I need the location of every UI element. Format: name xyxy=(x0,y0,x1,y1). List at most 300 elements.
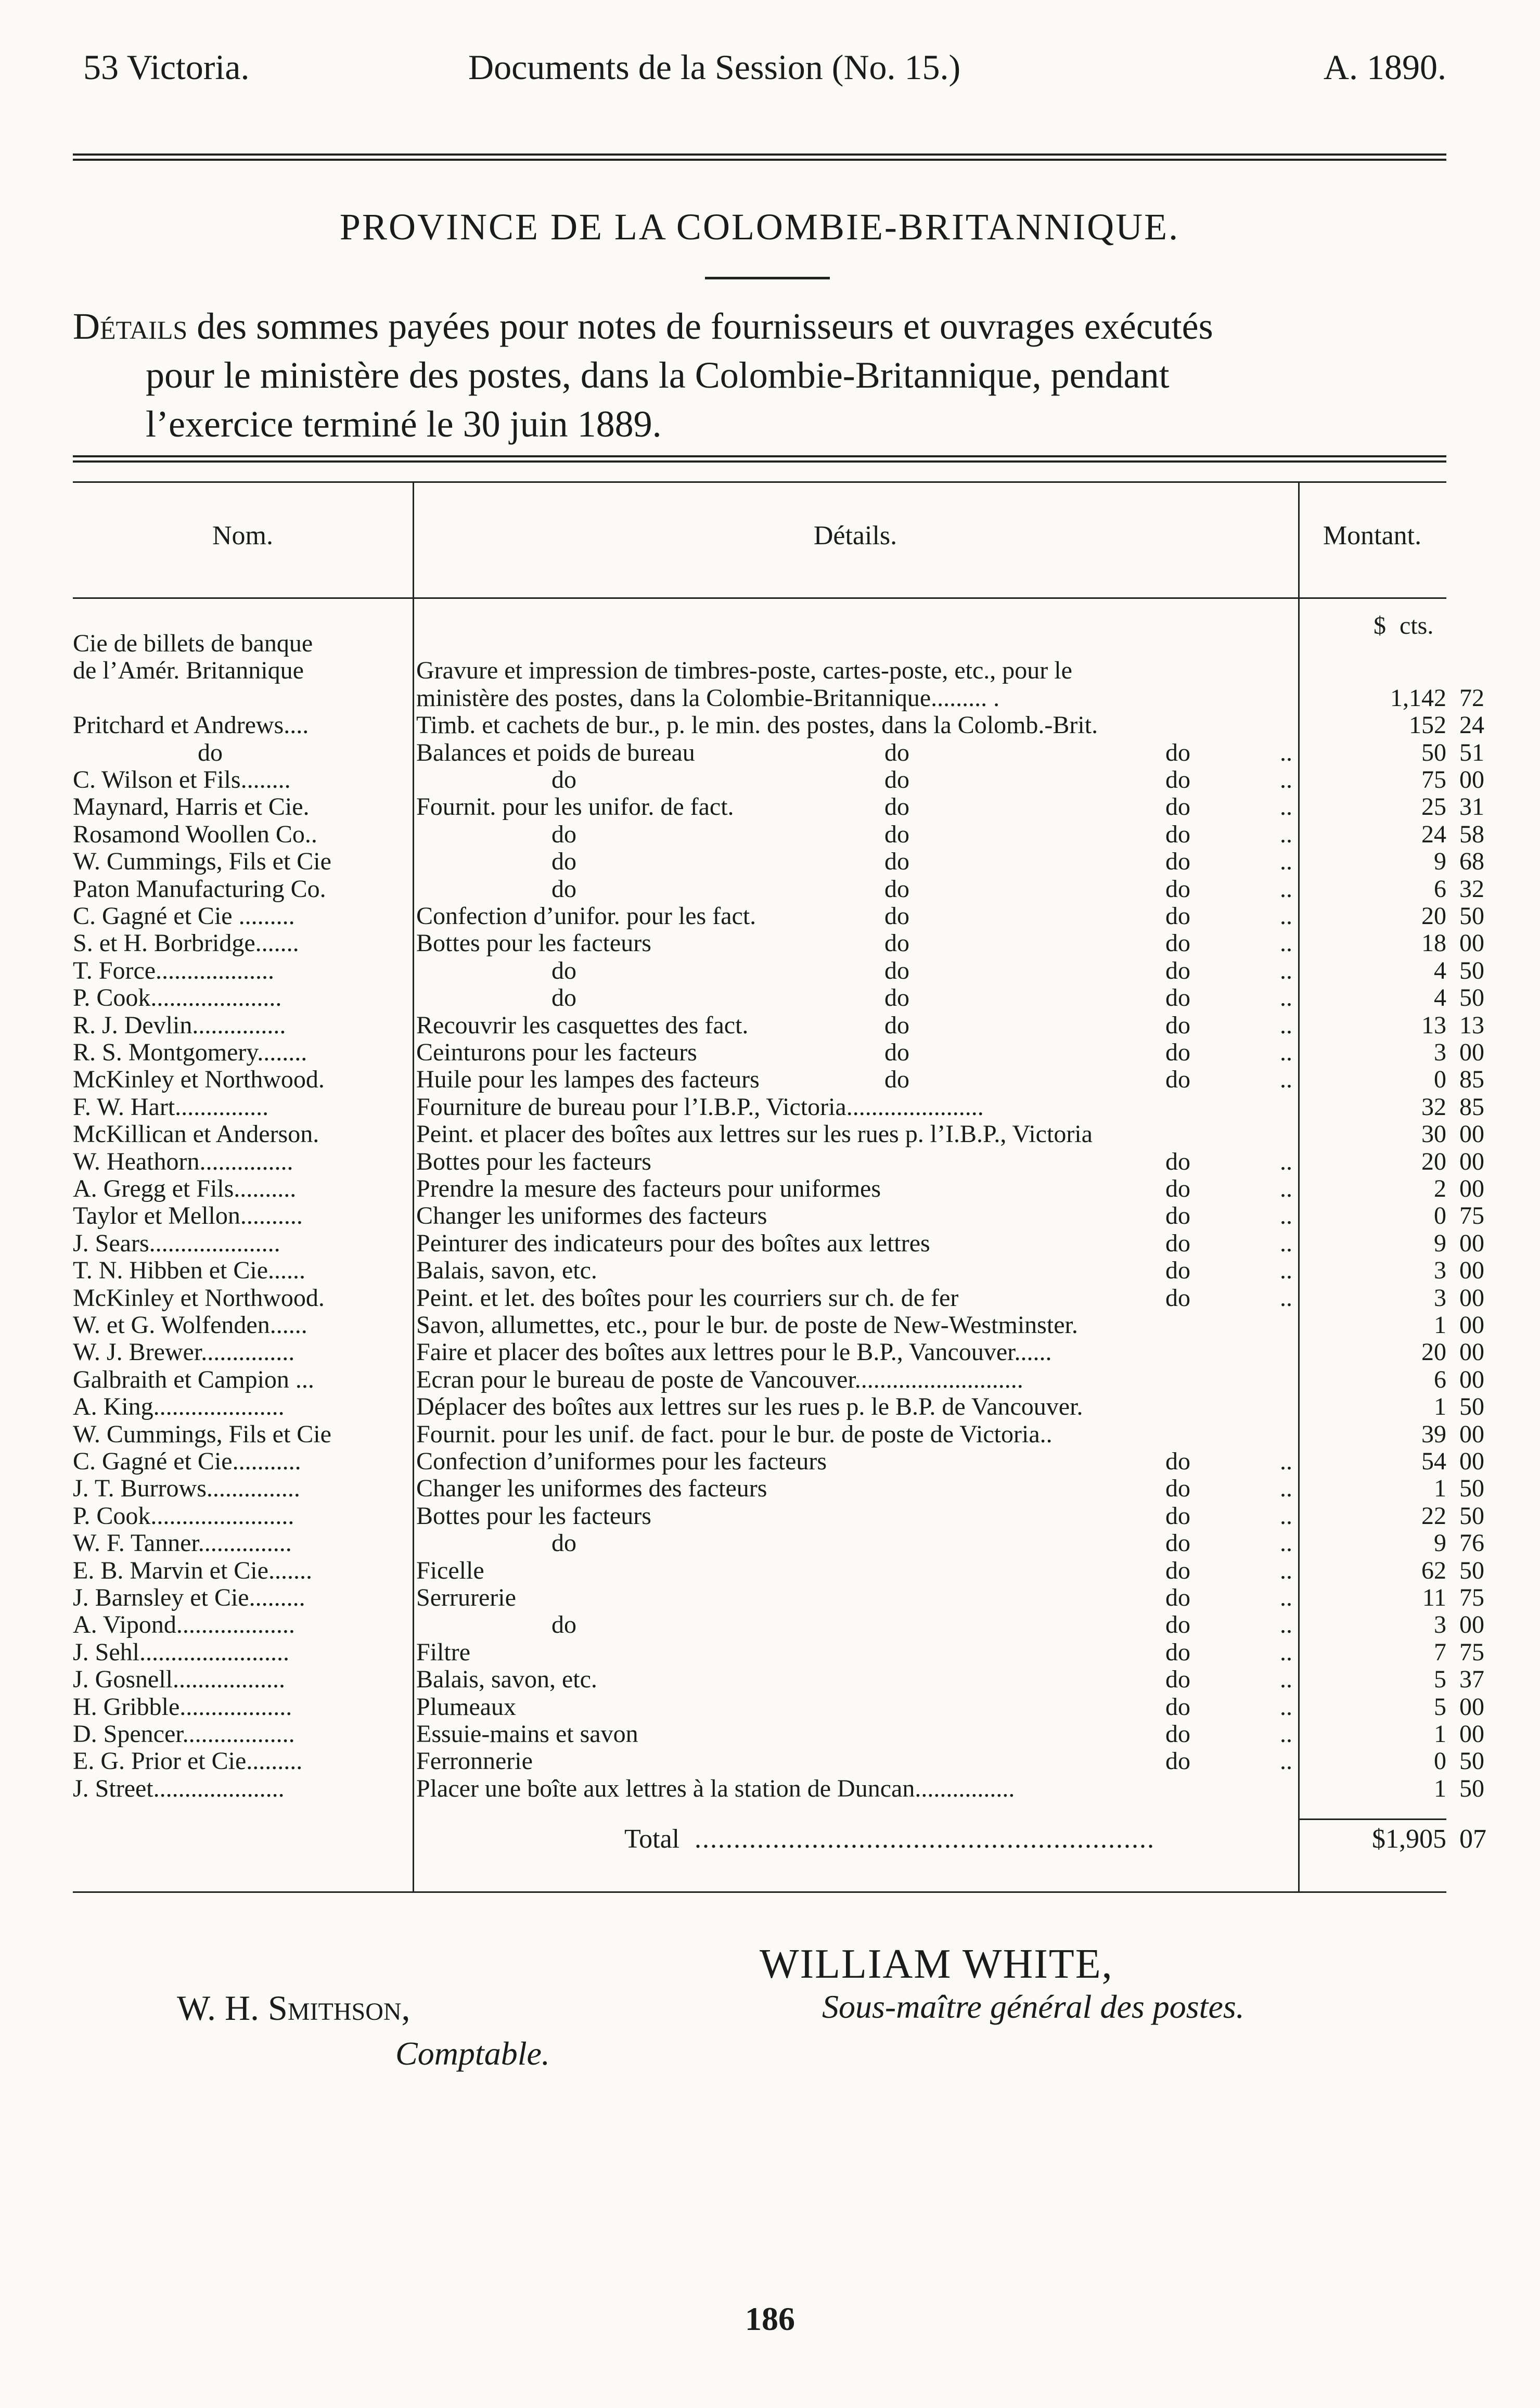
row-leader: .. xyxy=(1280,1230,1292,1257)
row-leader: .. xyxy=(1280,739,1292,766)
row-details xyxy=(416,1721,1379,1747)
row-cents: 50 xyxy=(1459,1475,1484,1503)
table-top-rule xyxy=(73,455,1446,463)
row-leader: .. xyxy=(1280,1449,1292,1475)
total-label: Total xyxy=(624,1824,680,1854)
row-name: C. Gagné et Cie........... xyxy=(73,1449,301,1475)
row-cents: 50 xyxy=(1459,984,1484,1012)
row-details-text: Balais, savon, etc. xyxy=(416,1667,597,1693)
title-short-rule xyxy=(705,277,830,279)
row-ditto-2: do xyxy=(1165,876,1190,902)
total-amount: $1,905 xyxy=(1372,1824,1446,1854)
row-details-text: Confection d’unifor. pour les fact. xyxy=(416,903,756,929)
row-amount: 4 xyxy=(1434,956,1446,984)
row-details xyxy=(416,1585,1379,1611)
header-underline xyxy=(73,597,1446,599)
row-leader: .. xyxy=(1280,821,1292,848)
row-leader: .. xyxy=(1280,1748,1292,1775)
header-right: A. 1890. xyxy=(1323,47,1446,87)
row-details-text: Déplacer des boîtes aux lettres sur les rues p. le B.P. de Vancouver. xyxy=(416,1394,1083,1420)
row-cents: 50 xyxy=(1459,1747,1484,1775)
row-amount: 1 xyxy=(1434,1393,1446,1421)
row-name: S. et H. Borbridge....... xyxy=(73,930,299,957)
row-ditto-2: do xyxy=(1165,1258,1190,1284)
row-name: McKinley et Northwood. xyxy=(73,1285,325,1311)
row-cents: 58 xyxy=(1459,820,1484,848)
row-name: C. Gagné et Cie ......... xyxy=(73,903,295,929)
row-ditto-2: do xyxy=(1165,1748,1190,1775)
table-row xyxy=(73,1747,1484,1775)
row-details-text: Placer une boîte aux lettres à la station de Duncan................ xyxy=(416,1775,1015,1802)
row-ditto-2: do xyxy=(1165,1067,1190,1093)
row-cents: 00 xyxy=(1459,1284,1484,1312)
table-row xyxy=(73,1093,1484,1121)
row-name: McKinley et Northwood. xyxy=(73,1067,325,1093)
table-row xyxy=(73,929,1484,957)
table-row xyxy=(73,1638,1484,1666)
row-details-text: Ficelle xyxy=(416,1557,484,1584)
row-name: Maynard, Harris et Cie. xyxy=(73,794,310,821)
row-ditto-2: do xyxy=(1165,985,1190,1011)
intro-line-1: des sommes payées pour notes de fournisseurs et ouvrages exécutés xyxy=(187,305,1213,347)
table-row xyxy=(73,1556,1484,1584)
row-cents: 00 xyxy=(1459,929,1484,957)
table-row xyxy=(73,875,1484,903)
row-cents: 50 xyxy=(1459,1774,1484,1802)
table-row xyxy=(73,1502,1484,1530)
row-cents: 24 xyxy=(1459,711,1484,739)
signatory-name: WILLIAM WHITE, xyxy=(760,1941,1113,1987)
accountant-name-text: W. H. Smithson, xyxy=(177,1988,410,2028)
row-name: A. King..................... xyxy=(73,1394,285,1420)
row-leader: .. xyxy=(1280,1503,1292,1529)
row-details xyxy=(416,849,1379,875)
unit-dollars: $ xyxy=(1374,612,1386,639)
row-ditto-1: do xyxy=(884,876,909,902)
row-ditto-2: do xyxy=(1165,1721,1190,1747)
row-details-text: Ceinturons pour les facteurs xyxy=(416,1040,697,1066)
row-ditto-2: do xyxy=(1165,903,1190,929)
row-cents: 00 xyxy=(1459,1693,1484,1721)
running-header xyxy=(73,47,1446,104)
row-name: Galbraith et Campion ... xyxy=(73,1366,314,1393)
row-details xyxy=(416,767,1379,793)
row-details-text: Ferronnerie xyxy=(416,1748,533,1775)
row-cents: 85 xyxy=(1459,1093,1484,1121)
table-row xyxy=(73,1611,1484,1639)
row-details xyxy=(416,1149,1379,1175)
row-details-text: Serrurerie xyxy=(416,1585,516,1611)
row-name: H. Gribble.................. xyxy=(73,1694,292,1720)
row-details xyxy=(416,1176,1379,1202)
total-cents: 07 xyxy=(1459,1824,1486,1854)
total-row xyxy=(73,1824,1486,1855)
table-row xyxy=(73,1257,1484,1285)
row-ditto-2: do xyxy=(1165,1530,1190,1557)
table-row xyxy=(73,631,1446,657)
row-details-text: do xyxy=(551,957,576,984)
row-amount: 13 xyxy=(1421,1011,1446,1039)
row-leader: .. xyxy=(1280,1557,1292,1584)
row-name: P. Cook..................... xyxy=(73,985,282,1011)
row-details-text: Faire et placer des boîtes aux lettres pour le B.P., Vancouver...... xyxy=(416,1339,1052,1366)
row-details xyxy=(416,1476,1379,1502)
row-leader: .. xyxy=(1280,1012,1292,1039)
row-details xyxy=(416,1667,1379,1693)
row-ditto-2: do xyxy=(1165,821,1190,848)
row-cents: 75 xyxy=(1459,1202,1484,1230)
row-details-text: Recouvrir les casquettes des fact. xyxy=(416,1012,749,1039)
row-name: E. B. Marvin et Cie....... xyxy=(73,1557,312,1584)
table-row xyxy=(73,1066,1484,1094)
row-ditto-1: do xyxy=(884,849,909,875)
row-amount: 22 xyxy=(1421,1502,1446,1530)
row-details xyxy=(416,930,1379,956)
row-cents: 85 xyxy=(1459,1066,1484,1094)
table-row xyxy=(73,766,1484,793)
row-ditto-2: do xyxy=(1165,1203,1190,1229)
row-details-text: do xyxy=(551,1530,576,1557)
row-amount: 2 xyxy=(1434,1175,1446,1202)
row-name: de l’Amér. Britannique xyxy=(73,658,304,684)
row-amount: 20 xyxy=(1421,902,1446,930)
row-ditto-1: do xyxy=(884,794,909,821)
row-amount: 0 xyxy=(1434,1747,1446,1775)
table-row xyxy=(73,1039,1484,1066)
row-details-text: Plumeaux xyxy=(416,1694,516,1720)
row-ditto-1: do xyxy=(884,1012,909,1039)
row-amount: 9 xyxy=(1434,1529,1446,1557)
table-row xyxy=(73,1175,1484,1202)
header-double-rule xyxy=(73,153,1446,161)
row-details xyxy=(416,903,1379,929)
row-ditto-2: do xyxy=(1165,739,1190,766)
row-amount: 62 xyxy=(1421,1556,1446,1584)
row-name: J. Street..................... xyxy=(73,1775,285,1802)
table-row xyxy=(73,1284,1484,1312)
row-details-text: Fournit. pour les unif. de fact. pour le bur. de poste de Victoria.. xyxy=(416,1421,1053,1448)
row-amount: 6 xyxy=(1434,1365,1446,1393)
row-amount: 7 xyxy=(1434,1638,1446,1666)
row-cents: 50 xyxy=(1459,1556,1484,1584)
table-row xyxy=(73,711,1484,739)
table-row xyxy=(73,1365,1484,1393)
row-name: J. Gosnell.................. xyxy=(73,1667,285,1693)
table-row xyxy=(73,820,1484,848)
row-details xyxy=(416,1094,1379,1120)
row-name: F. W. Hart............... xyxy=(73,1094,269,1120)
row-details xyxy=(416,985,1379,1011)
intro-line-2: pour le ministère des postes, dans la Colombie-Britannique, pendant xyxy=(146,354,1170,396)
table-row xyxy=(73,684,1484,712)
table-row xyxy=(73,1393,1484,1421)
header-center: Documents de la Session (No. 15.) xyxy=(468,47,961,87)
row-name: Paton Manufacturing Co. xyxy=(73,876,326,902)
row-cents: 37 xyxy=(1459,1666,1484,1694)
row-name: W. Cummings, Fils et Cie xyxy=(73,849,331,875)
intro-paragraph xyxy=(73,302,1446,449)
row-leader: .. xyxy=(1280,1176,1292,1202)
row-ditto-1: do xyxy=(884,1067,909,1093)
row-leader: .. xyxy=(1280,1476,1292,1502)
row-amount: 1 xyxy=(1434,1720,1446,1748)
row-details-text: Changer les uniformes des facteurs xyxy=(416,1476,767,1502)
row-ditto-2: do xyxy=(1165,849,1190,875)
table-row xyxy=(73,1011,1484,1039)
row-details-text: Ecran pour le bureau de poste de Vancouver........................... xyxy=(416,1366,1023,1393)
table-row xyxy=(73,1147,1484,1175)
row-leader: .. xyxy=(1280,1721,1292,1747)
row-name: Pritchard et Andrews.... xyxy=(73,712,309,739)
row-name: Rosamond Woollen Co.. xyxy=(73,821,317,848)
row-ditto-1: do xyxy=(884,957,909,984)
row-amount: 18 xyxy=(1421,929,1446,957)
total-leader: ........................................................... xyxy=(695,1824,1155,1854)
row-ditto-2: do xyxy=(1165,1285,1190,1311)
row-details-text: ministère des postes, dans la Colombie-Britannique......... . xyxy=(416,685,1000,711)
table-row xyxy=(73,1448,1484,1475)
row-cents: 50 xyxy=(1459,1393,1484,1421)
row-details-text: Huile pour les lampes des facteurs xyxy=(416,1067,760,1093)
row-leader: .. xyxy=(1280,849,1292,875)
row-amount: 39 xyxy=(1421,1420,1446,1448)
row-ditto-2: do xyxy=(1165,1639,1190,1666)
row-details xyxy=(416,740,1379,766)
row-details-text: Bottes pour les facteurs xyxy=(416,1148,651,1175)
row-leader: .. xyxy=(1280,794,1292,821)
row-details xyxy=(416,1612,1379,1638)
table-row xyxy=(73,1666,1484,1694)
row-details xyxy=(416,685,1379,711)
row-amount: 6 xyxy=(1434,875,1446,903)
table-row xyxy=(73,902,1484,930)
row-name: W. F. Tanner............... xyxy=(73,1530,292,1557)
row-amount: 9 xyxy=(1434,1229,1446,1257)
row-ditto-2: do xyxy=(1165,930,1190,957)
table-row xyxy=(73,793,1484,821)
row-ditto-1: do xyxy=(884,903,909,929)
row-ditto-2: do xyxy=(1165,1585,1190,1611)
row-name: McKillican et Anderson. xyxy=(73,1121,319,1148)
row-details-text: do xyxy=(551,767,576,793)
province-title: PROVINCE DE LA COLOMBIE-BRITANNIQUE. xyxy=(339,206,1180,248)
table-row xyxy=(73,984,1484,1012)
row-ditto-1: do xyxy=(884,767,909,793)
row-amount: 54 xyxy=(1421,1448,1446,1475)
row-details-text: do xyxy=(551,849,576,875)
row-amount: 11 xyxy=(1422,1584,1446,1611)
row-ditto-1: do xyxy=(884,985,909,1011)
table-row xyxy=(73,1693,1484,1721)
row-details xyxy=(416,1558,1379,1584)
row-cents: 00 xyxy=(1459,766,1484,793)
row-name: T. N. Hibben et Cie...... xyxy=(73,1258,306,1284)
row-details-text: do xyxy=(551,876,576,902)
row-ditto-2: do xyxy=(1165,1694,1190,1720)
row-details xyxy=(416,1530,1379,1556)
row-details xyxy=(416,1640,1379,1666)
row-details-text: Filtre xyxy=(416,1639,470,1666)
row-details xyxy=(416,876,1379,902)
row-ditto-2: do xyxy=(1165,794,1190,821)
row-cents: 00 xyxy=(1459,1175,1484,1202)
row-amount: 3 xyxy=(1434,1284,1446,1312)
total-rule-top xyxy=(1298,1818,1446,1820)
table-row xyxy=(73,1584,1484,1611)
row-details xyxy=(416,1367,1379,1393)
row-ditto-2: do xyxy=(1165,1449,1190,1475)
row-details-text: Fourniture de bureau pour l’I.B.P., Victoria...................... xyxy=(416,1094,984,1120)
row-ditto-2: do xyxy=(1165,1612,1190,1638)
column-header-details: Détails. xyxy=(813,521,897,550)
row-amount: 1 xyxy=(1434,1311,1446,1339)
table-row xyxy=(73,1529,1484,1557)
row-details-text: Peint. et let. des boîtes pour les courriers sur ch. de fer xyxy=(416,1285,959,1311)
row-details-text: Balances et poids de bureau xyxy=(416,739,695,766)
row-name: Cie de billets de banque xyxy=(73,631,313,657)
row-name: do xyxy=(198,739,223,766)
row-cents: 00 xyxy=(1459,1720,1484,1748)
row-leader: .. xyxy=(1280,876,1292,902)
row-details xyxy=(416,1503,1379,1529)
row-leader: .. xyxy=(1280,1530,1292,1557)
row-amount: 0 xyxy=(1434,1202,1446,1230)
row-details xyxy=(416,1203,1379,1229)
table-row xyxy=(73,1229,1484,1257)
row-name: W. J. Brewer............... xyxy=(73,1339,295,1366)
row-amount: 50 xyxy=(1421,738,1446,766)
row-cents: 51 xyxy=(1459,738,1484,766)
intro-lead: Détails xyxy=(73,305,188,347)
accountant-title: Comptable. xyxy=(395,2035,550,2072)
row-name: C. Wilson et Fils........ xyxy=(73,767,291,793)
row-ditto-1: do xyxy=(884,930,909,957)
row-name: A. Vipond................... xyxy=(73,1612,295,1638)
table-row xyxy=(73,738,1484,766)
table-row xyxy=(73,848,1484,876)
row-amount: 1,142 xyxy=(1390,684,1446,712)
row-ditto-1: do xyxy=(884,1040,909,1066)
signatory-title: Sous-maître général des postes. xyxy=(822,1988,1244,2025)
row-amount: 32 xyxy=(1421,1093,1446,1121)
row-ditto-2: do xyxy=(1165,1667,1190,1693)
row-amount: 3 xyxy=(1434,1611,1446,1639)
table-bottom-rule xyxy=(73,1891,1446,1893)
row-cents: 50 xyxy=(1459,956,1484,984)
row-details xyxy=(416,822,1379,848)
row-amount: 1 xyxy=(1434,1475,1446,1503)
row-details xyxy=(416,1040,1379,1066)
table-row xyxy=(73,1475,1484,1503)
row-details xyxy=(416,1339,1379,1365)
row-details xyxy=(416,1312,1379,1338)
row-ditto-2: do xyxy=(1165,1012,1190,1039)
row-details-text: Peinturer des indicateurs pour des boîtes aux lettres xyxy=(416,1230,930,1257)
row-details xyxy=(416,1748,1379,1774)
row-details-text: Changer les uniformes des facteurs xyxy=(416,1203,767,1229)
row-name: W. et G. Wolfenden...... xyxy=(73,1312,307,1338)
row-name: Taylor et Mellon.......... xyxy=(73,1203,303,1229)
row-amount: 0 xyxy=(1434,1066,1446,1094)
row-cents: 75 xyxy=(1459,1584,1484,1611)
row-details xyxy=(416,1013,1379,1039)
row-details xyxy=(416,1121,1379,1147)
row-leader: .. xyxy=(1280,1667,1292,1693)
row-cents: 13 xyxy=(1459,1011,1484,1039)
column-header-amount: Montant. xyxy=(1323,521,1422,550)
unit-cents: cts. xyxy=(1400,612,1434,639)
row-cents: 50 xyxy=(1459,1502,1484,1530)
row-amount: 3 xyxy=(1434,1257,1446,1285)
row-cents: 00 xyxy=(1459,1311,1484,1339)
row-ditto-2: do xyxy=(1165,1040,1190,1066)
row-details xyxy=(416,1394,1379,1420)
row-leader: .. xyxy=(1280,1067,1292,1093)
row-details-text: Fournit. pour les unifor. de fact. xyxy=(416,794,734,821)
row-leader: .. xyxy=(1280,1612,1292,1638)
row-details-text: do xyxy=(551,1612,576,1638)
accountant-name xyxy=(177,1988,410,2029)
row-name: J. Barnsley et Cie......... xyxy=(73,1585,305,1611)
row-leader: .. xyxy=(1280,957,1292,984)
row-amount: 30 xyxy=(1421,1120,1446,1148)
row-cents: 31 xyxy=(1459,793,1484,821)
row-ditto-2: do xyxy=(1165,1148,1190,1175)
row-details xyxy=(416,1421,1379,1448)
table-top-thin-rule xyxy=(73,481,1446,483)
table-row xyxy=(73,1774,1484,1802)
row-ditto-2: do xyxy=(1165,957,1190,984)
row-details xyxy=(416,712,1379,738)
row-name: J. Sears..................... xyxy=(73,1230,280,1257)
row-details-text: Savon, allumettes, etc., pour le bur. de poste de New-Westminster. xyxy=(416,1312,1078,1338)
row-cents: 75 xyxy=(1459,1638,1484,1666)
header-left: 53 Victoria. xyxy=(83,47,250,87)
row-cents: 00 xyxy=(1459,1229,1484,1257)
row-details-text: Prendre la mesure des facteurs pour uniformes xyxy=(416,1176,881,1202)
row-cents: 72 xyxy=(1459,684,1484,712)
row-amount: 4 xyxy=(1434,984,1446,1012)
row-name: W. Heathorn............... xyxy=(73,1148,293,1175)
row-details-text: Bottes pour les facteurs xyxy=(416,930,651,957)
row-leader: .. xyxy=(1280,1040,1292,1066)
row-cents: 00 xyxy=(1459,1338,1484,1366)
row-details-text: Confection d’uniformes pour les facteurs xyxy=(416,1449,827,1475)
row-cents: 00 xyxy=(1459,1365,1484,1393)
table-row xyxy=(73,1338,1484,1366)
row-ditto-2: do xyxy=(1165,1503,1190,1529)
row-details xyxy=(416,1776,1379,1802)
row-amount: 24 xyxy=(1421,820,1446,848)
row-cents: 00 xyxy=(1459,1611,1484,1639)
row-name: D. Spencer.................. xyxy=(73,1721,295,1747)
row-cents: 50 xyxy=(1459,902,1484,930)
row-ditto-1: do xyxy=(884,821,909,848)
row-details xyxy=(416,1258,1379,1284)
row-ditto-2: do xyxy=(1165,767,1190,793)
row-name: R. J. Devlin............... xyxy=(73,1012,286,1039)
row-details-text: do xyxy=(551,821,576,848)
row-leader: .. xyxy=(1280,1694,1292,1720)
column-header-name: Nom. xyxy=(212,521,273,550)
row-details-text: do xyxy=(551,985,576,1011)
row-cents: 32 xyxy=(1459,875,1484,903)
row-cents: 00 xyxy=(1459,1257,1484,1285)
row-name: T. Force................... xyxy=(73,957,275,984)
row-cents: 00 xyxy=(1459,1420,1484,1448)
row-details-text: Essuie-mains et savon xyxy=(416,1721,638,1747)
row-cents: 76 xyxy=(1459,1529,1484,1557)
